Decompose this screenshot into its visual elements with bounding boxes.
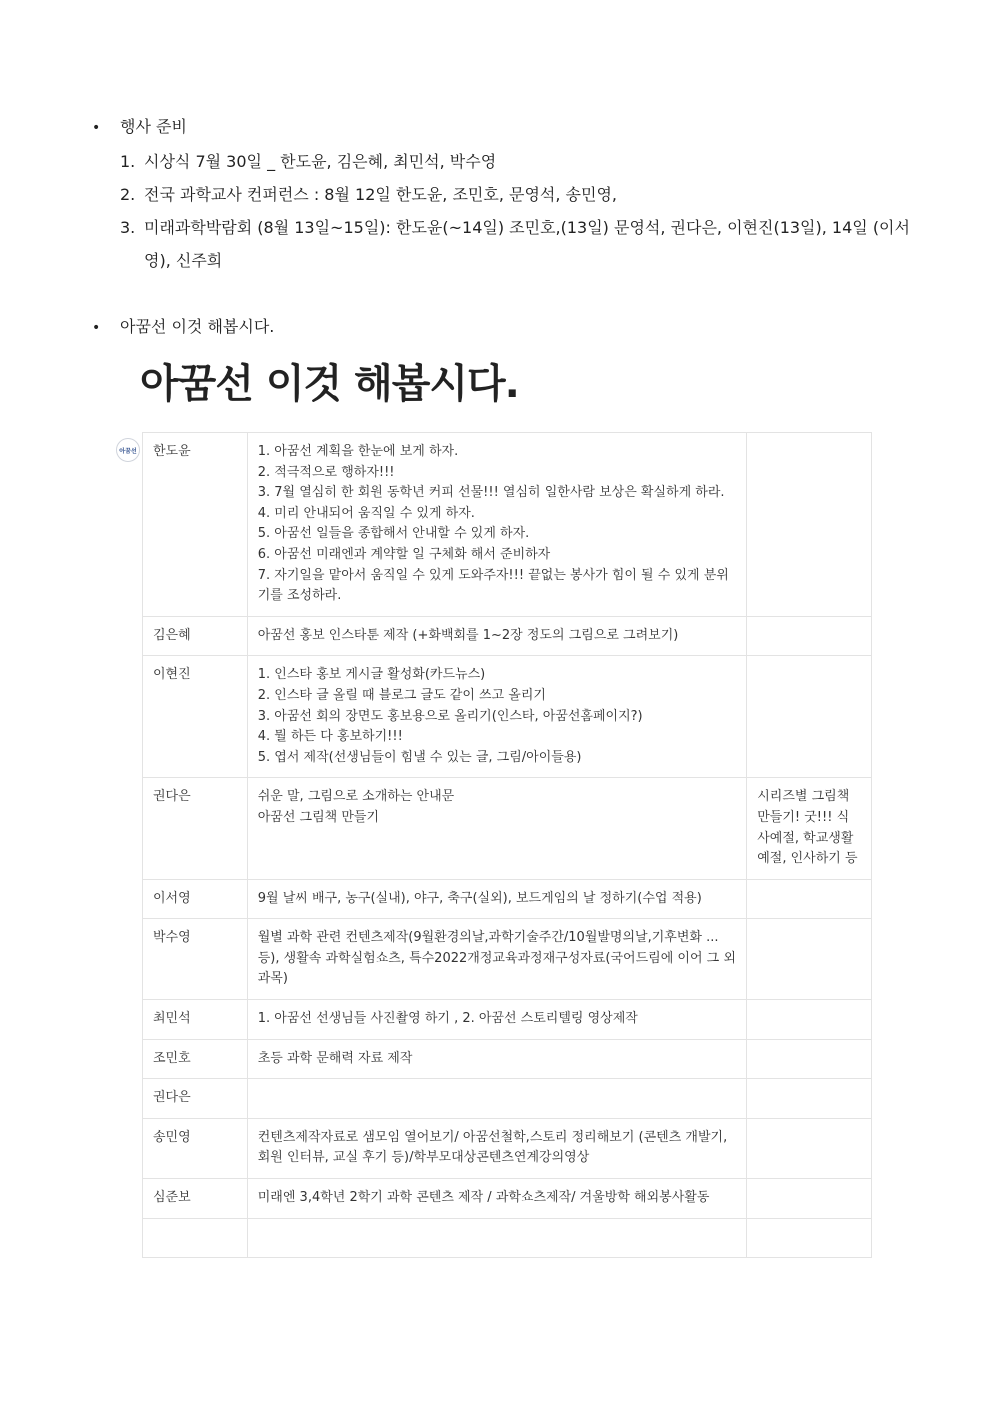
task-line: 3. 아꿈선 회의 장면도 홍보용으로 올리기(인스타, 아꿈선홈페이지?) (257, 708, 643, 724)
task-line: 1. 아꿈선 계획을 한눈에 보게 하자. (257, 444, 459, 459)
task-cell (247, 1179, 746, 1219)
note-cell (747, 616, 872, 656)
task-line: 5. 엽서 제작(선생님들이 힘낼 수 있는 글, 그림/아이들용) (257, 749, 582, 765)
task-line: 6. 아꿈선 미래엔과 계약할 일 구체화 해서 준비하자 (257, 546, 551, 562)
event-item (120, 178, 910, 211)
task-cell (247, 919, 746, 1000)
member-name-cell: 송민영 (143, 1118, 248, 1178)
event-number: 2. (120, 185, 136, 204)
task-cell (247, 1079, 746, 1119)
task-line: 4. 미리 안내되어 움직일 수 있게 하자. (257, 505, 475, 521)
table-row (143, 1039, 872, 1079)
bullet-dot: • (92, 120, 101, 136)
table-row (143, 616, 872, 656)
task-line: 월별 과학 관련 컨텐츠제작(9월환경의날,과학기술주간/10월발명의날,기후변화 ... 등), 생활속 과학실험쇼츠, 특수2022개정교육과정재구성자료(국어드림에 이어 그 외 과목) (257, 930, 736, 987)
table-row (143, 1218, 872, 1258)
member-name-cell (143, 1218, 248, 1258)
note-cell: 시리즈별 그림책 만들기! 굿!!! 식사예절, 학교생활 예절, 인사하기 등 (747, 778, 872, 879)
table-row (143, 879, 872, 919)
member-name-cell: 한도윤 (143, 433, 248, 617)
member-name-cell: 권다은 (143, 1079, 248, 1119)
table-row (143, 1179, 872, 1219)
event-text: 미래과학박람회 (8월 13일~15일): 한도윤(~14일) 조민호,(13일) 문영석, 권다은, 이현진(13일), 14일 (이서영), 신주희 (144, 218, 910, 270)
note-cell (747, 656, 872, 778)
akkumseon-section (92, 314, 274, 337)
task-line: 아꿈선 그림책 만들기 (257, 809, 380, 825)
member-name-cell: 심준보 (143, 1179, 248, 1219)
note-cell (747, 1000, 872, 1040)
task-line: 9월 날씨 배구, 농구(실내), 야구, 축구(실외), 보드게임의 날 정하기(수업 적용) (257, 890, 702, 906)
event-item (120, 211, 910, 277)
note-cell (747, 433, 872, 617)
member-name-cell: 조민호 (143, 1039, 248, 1079)
avatar (116, 438, 140, 462)
task-line: 4. 뭘 하든 다 홍보하기!!! (257, 729, 403, 745)
bullet-dot: • (92, 320, 101, 336)
event-prep-heading: 행사 준비 (120, 117, 187, 136)
task-line: 5. 아꿈선 일들을 종합해서 안내할 수 있게 하자. (257, 526, 530, 542)
table-row (143, 778, 872, 879)
task-cell (247, 778, 746, 879)
note-cell (747, 1179, 872, 1219)
task-line: 쉬운 말, 그림으로 소개하는 안내문 (257, 789, 455, 805)
task-cell (247, 1118, 746, 1178)
task-line: 초등 과학 문해력 자료 제작 (257, 1050, 413, 1066)
event-prep-section (92, 114, 910, 277)
member-name-cell: 이현진 (143, 656, 248, 778)
task-line: 아꿈선 홍보 인스타툰 제작 (+화백회를 1~2장 정도의 그림으로 그려보기) (257, 627, 679, 643)
event-number: 1. (120, 152, 136, 171)
event-text: 전국 과학교사 컨퍼런스 : 8월 12일 한도윤, 조민호, 문영석, 송민영, (144, 185, 617, 204)
member-name-cell: 김은혜 (143, 616, 248, 656)
task-line: 2. 인스타 글 올릴 때 블로그 글도 같이 쓰고 올리기 (257, 687, 546, 703)
avatar-label: 아꿈선 (119, 447, 137, 455)
note-cell (747, 919, 872, 1000)
task-line (258, 1228, 736, 1249)
task-cell (247, 879, 746, 919)
table-row (143, 433, 872, 617)
task-line: 2. 적극적으로 행하자!!! (257, 464, 395, 480)
table-row (143, 1118, 872, 1178)
note-cell (747, 1039, 872, 1079)
note-cell (747, 1079, 872, 1119)
plan-table (142, 432, 872, 1258)
task-cell (247, 616, 746, 656)
table-row (143, 1079, 872, 1119)
table-row (143, 1000, 872, 1040)
task-line: 1. 아꿈선 선생님들 사진촬영 하기 , 2. 아꿈선 스토리텔링 영상제작 (257, 1011, 638, 1027)
task-cell (247, 1000, 746, 1040)
task-line (258, 1088, 736, 1109)
plan-table-body (143, 433, 872, 1258)
note-cell (747, 1218, 872, 1258)
event-item (120, 145, 910, 178)
task-line: 컨텐츠제작자료로 샘모임 열어보기/ 아꿈선철학,스토리 정리해보기 (콘텐츠 개발기, 회원 인터뷰, 교실 후기 등)/학부모대상콘텐츠연계강의영상 (257, 1129, 728, 1166)
task-line: 1. 인스타 홍보 게시글 활성화(카드뉴스) (257, 667, 486, 683)
event-list (92, 145, 910, 277)
task-cell (247, 433, 746, 617)
member-name-cell: 이서영 (143, 879, 248, 919)
note-cell (747, 879, 872, 919)
member-name-cell: 최민석 (143, 1000, 248, 1040)
member-name-cell: 박수영 (143, 919, 248, 1000)
note-cell (747, 1118, 872, 1178)
member-name-cell: 권다은 (143, 778, 248, 879)
task-line: 3. 7월 열심히 한 회원 동학년 커피 선물!!! 열심히 일한사람 보상은 확실하게 하라. (257, 485, 725, 501)
task-line: 미래엔 3,4학년 2학기 과학 콘텐츠 제작 / 과학쇼츠제작/ 겨울방학 해외봉사활동 (257, 1190, 710, 1206)
event-number: 3. (120, 218, 136, 237)
task-cell (247, 1218, 746, 1258)
event-text: 시상식 7월 30일 _ 한도윤, 김은혜, 최민석, 박수영 (144, 152, 497, 171)
task-cell (247, 1039, 746, 1079)
task-line: 7. 자기일을 맡아서 움직일 수 있게 도와주자!!! 끝없는 봉사가 힘이 될 수 있게 분위기를 조성하라. (257, 567, 729, 604)
table-row (143, 919, 872, 1000)
akkumseon-heading: 아꿈선 이것 해봅시다. (120, 317, 275, 336)
task-cell (247, 656, 746, 778)
page-title: 아꿈선 이것 해봅시다. (140, 361, 519, 407)
table-row (143, 656, 872, 778)
